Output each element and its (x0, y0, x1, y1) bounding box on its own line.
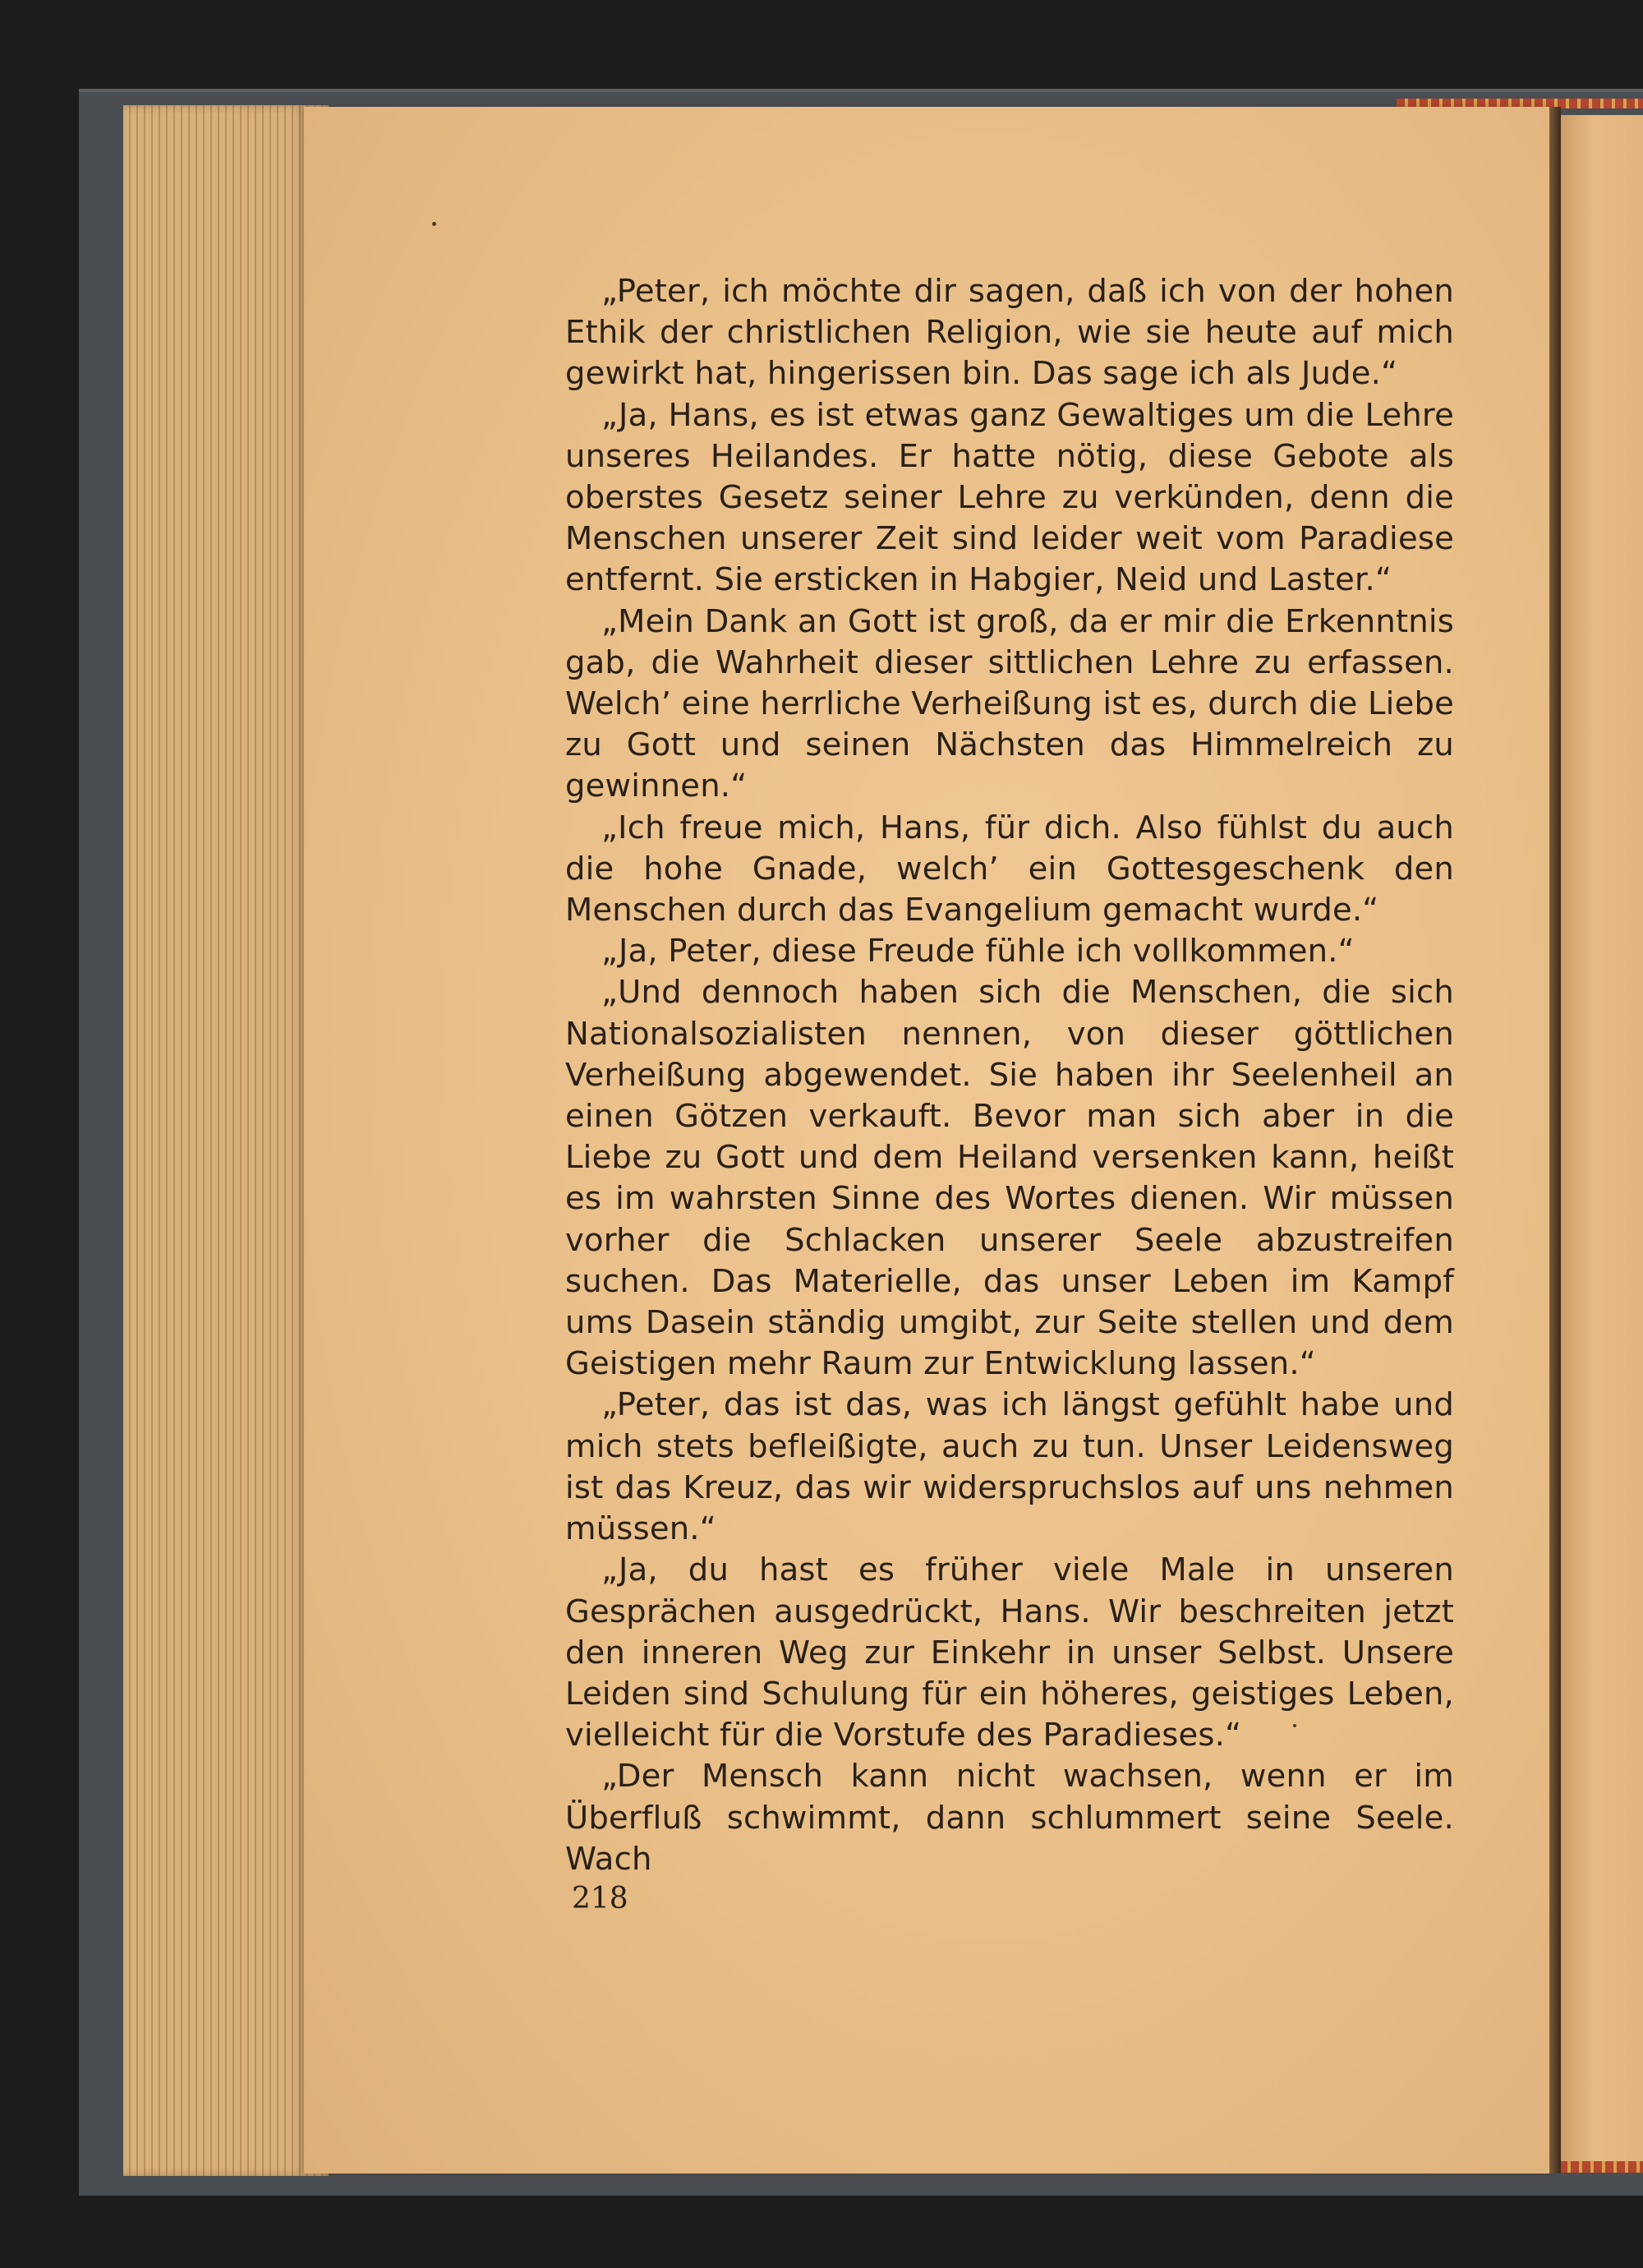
page-number: 218 (572, 1882, 628, 1915)
page-gutter (1549, 107, 1561, 2174)
body-text (565, 271, 1454, 1880)
facing-page (1561, 115, 1643, 2161)
paragraph: „Ja, Peter, diese Freude fühle ich vollkommen.“ (601, 933, 1355, 970)
paragraph: „Ja, du hast es früher viele Male in unseren Gesprächen ausgedrückt, Hans. Wir beschreiten jetzt den inneren Weg zur Einkehr in unser Selbst. Unsere Leiden sind Schulung für ein höheres, geistiges Leben, vielleicht für die Vorstufe des Paradieses.“ (565, 1551, 1454, 1754)
paragraph: „Und dennoch haben sich die Menschen, die sich Nationalsozialisten nennen, von dieser göttlichen Verheißung abgewendet. Sie haben ihr Seelenheil an einen Götzen verkauft. Bevor man sich aber in die Liebe zu Gott und dem Heiland versenken kann, heißt es im wahrsten Sinne des Wortes dienen. Wir müssen vorher die Schlacken unserer Seele abzustreifen suchen. Das Materielle, das unser Leben im Kampf ums Dasein ständig umgibt, zur Seite stellen und dem Geistigen mehr Raum zur Entwicklung lassen.“ (565, 974, 1454, 1383)
paragraph: „Der Mensch kann nicht wachsen, wenn er im Überfluß schwimmt, dann schlummert seine Seele. Wach (565, 1758, 1454, 1878)
paper-speck (432, 222, 436, 226)
paragraph: „Mein Dank an Gott ist groß, da er mir die Erkenntnis gab, die Wahrheit dieser sittlichen Lehre zu erfassen. Welch’ eine herrliche Verheißung ist es, durch die Liebe zu Gott und seinen Nächsten das Himmelreich zu gewinnen.“ (565, 602, 1454, 805)
page-edges (123, 105, 329, 2176)
paragraph: „Peter, ich möchte dir sagen, daß ich von der hohen Ethik der christlichen Religion, wie sie heute auf mich gewirkt hat, hingerissen bin. Das sage ich als Jude.“ (565, 273, 1454, 393)
paragraph: „Ja, Hans, es ist etwas ganz Gewaltiges um die Lehre unseres Heilandes. Er hatte nötig, diese Gebote als oberstes Gesetz seiner Lehre zu verkünden, denn die Menschen unserer Zeit sind leider weit vom Paradiese entfernt. Sie ersticken in Habgier, Neid und Laster.“ (565, 396, 1454, 599)
paragraph: „Peter, das ist das, was ich längst gefühlt habe und mich stets befleißigte, auch zu tun. Unser Leidensweg ist das Kreuz, das wir widerspruchslos auf uns nehmen müssen.“ (565, 1386, 1454, 1548)
paragraph: „Ich freue mich, Hans, für dich. Also fühlst du auch die hohe Gnade, welch’ ein Gottesgeschenk den Menschen durch das Evangelium gemacht wurde.“ (565, 809, 1454, 929)
